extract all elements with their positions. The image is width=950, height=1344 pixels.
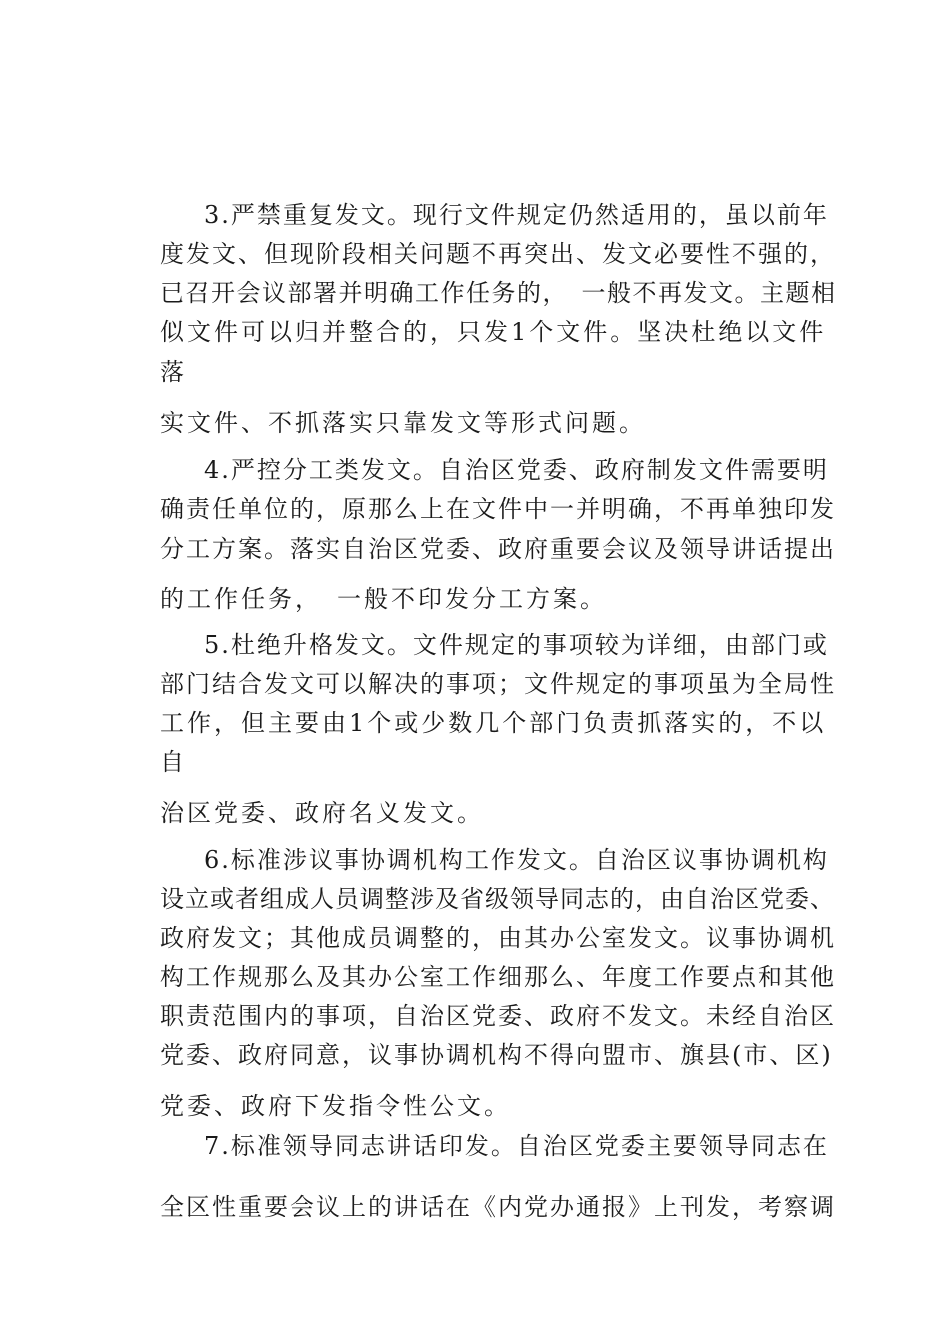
paragraph-6-line-2: 设立或者组成人员调整涉及省级领导同志的，由自治区党委、 [160, 885, 835, 913]
paragraph-5-line-3: 工作，但主要由1个或少数几个部门负责抓落实的，不以 [160, 709, 827, 737]
paragraph-6-line-7: 党委、政府下发指令性公文。 [160, 1092, 511, 1120]
paragraph-4-line-1: 4.严控分工类发文。自治区党委、政府制发文件需要明 [204, 456, 829, 484]
paragraph-5-line-1: 5.杜绝升格发文。文件规定的事项较为详细，由部门或 [204, 631, 829, 659]
paragraph-4-line-3: 分工方案。落实自治区党委、政府重要会议及领导讲话提出 [160, 535, 836, 563]
paragraph-6-line-3: 政府发文；其他成员调整的，由其办公室发文。议事协调机 [160, 924, 836, 952]
paragraph-6-line-5: 职责范围内的事项，自治区党委、政府不发文。未经自治区 [160, 1002, 836, 1030]
paragraph-3-line-5: 落 [160, 358, 187, 386]
paragraph-3-line-4: 似文件可以归并整合的，只发1个文件。坚决杜绝以文件 [160, 318, 827, 346]
paragraph-7-line-2: 全区性重要会议上的讲话在《内党办通报》上刊发，考察调 [160, 1193, 836, 1221]
paragraph-3-line-6: 实文件、不抓落实只靠发文等形式问题。 [160, 409, 646, 437]
paragraph-3-line-1: 3.严禁重复发文。现行文件规定仍然适用的，虽以前年 [204, 201, 829, 229]
paragraph-6-line-4: 构工作规那么及其办公室工作细那么、年度工作要点和其他 [160, 963, 836, 991]
paragraph-3-line-2: 度发文、但现阶段相关问题不再突出、发文必要性不强的， [160, 240, 836, 268]
paragraph-6-line-1: 6.标准涉议事协调机构工作发文。自治区议事协调机构 [204, 846, 829, 874]
paragraph-5-line-2: 部门结合发文可以解决的事项；文件规定的事项虽为全局性 [160, 670, 836, 698]
paragraph-6-line-6: 党委、政府同意，议事协调机构不得向盟市、旗县(市、区) [160, 1041, 833, 1069]
paragraph-5-line-4: 自 [160, 748, 187, 776]
paragraph-4-line-4: 的工作任务， 一般不印发分工方案。 [160, 585, 607, 613]
paragraph-7-line-1: 7.标准领导同志讲话印发。自治区党委主要领导同志在 [204, 1132, 829, 1160]
paragraph-5-line-5: 治区党委、政府名义发文。 [160, 799, 484, 827]
paragraph-4-line-2: 确责任单位的，原那么上在文件中一并明确，不再单独印发 [160, 495, 836, 523]
paragraph-3-line-3: 已召开会议部署并明确工作任务的， 一般不再发文。主题相 [160, 279, 837, 307]
